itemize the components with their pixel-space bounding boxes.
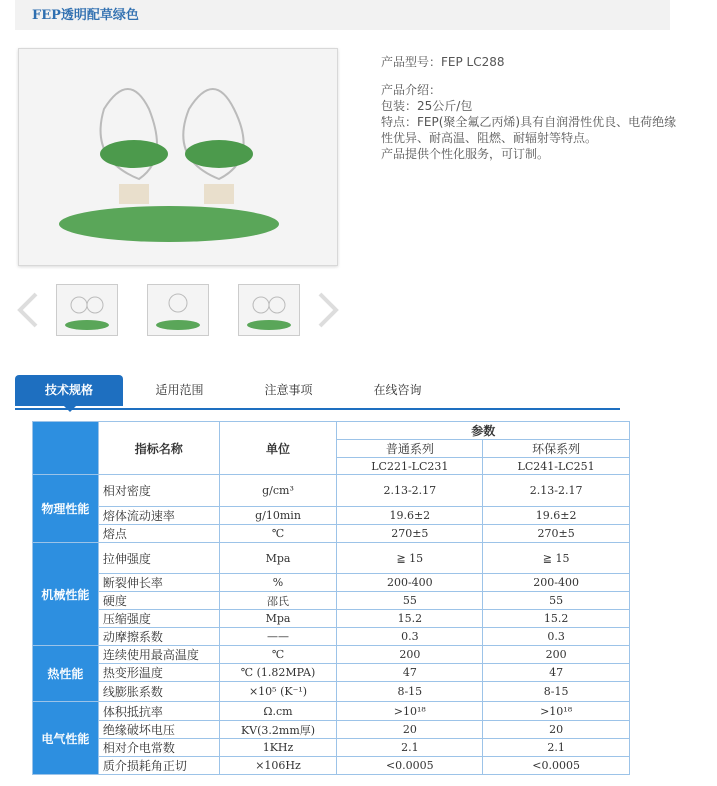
row-value-eco: 270±5 bbox=[483, 525, 630, 543]
row-value-normal: 47 bbox=[337, 664, 483, 682]
table-row bbox=[33, 592, 630, 610]
row-value-normal: ≧ 15 bbox=[337, 543, 483, 574]
row-value-eco: ≧ 15 bbox=[483, 543, 630, 574]
table-row bbox=[33, 574, 630, 592]
row-name: 相对介电常数 bbox=[98, 739, 219, 757]
table-row bbox=[33, 610, 630, 628]
row-unit: g/10min bbox=[219, 507, 337, 525]
table-row bbox=[33, 757, 630, 775]
category-cell: 物理性能 bbox=[33, 475, 99, 543]
row-name: 绝缘破坏电压 bbox=[98, 721, 219, 739]
row-unit: ℃ (1.82MPA) bbox=[219, 664, 337, 682]
product-intro-label: 产品介绍： bbox=[381, 83, 442, 97]
row-value-eco: <0.0005 bbox=[483, 757, 630, 775]
row-name: 热变形温度 bbox=[98, 664, 219, 682]
header-normal: 普通系列 bbox=[337, 440, 483, 458]
row-name: 线膨胀系数 bbox=[98, 682, 219, 702]
page-title: FEP透明配草绿色 bbox=[32, 8, 139, 23]
row-value-normal: 8-15 bbox=[337, 682, 483, 702]
row-value-normal: 19.6±2 bbox=[337, 507, 483, 525]
row-value-normal: 270±5 bbox=[337, 525, 483, 543]
row-unit: ℃ bbox=[219, 646, 337, 664]
chevron-right-icon[interactable] bbox=[312, 290, 342, 330]
row-unit: 邵氏 bbox=[219, 592, 337, 610]
header-params: 参数 bbox=[337, 422, 630, 440]
tab-specs[interactable]: 技术规格 bbox=[15, 375, 123, 406]
row-unit: % bbox=[219, 574, 337, 592]
header-normal-code: LC221-LC231 bbox=[337, 458, 483, 475]
row-value-eco: 55 bbox=[483, 592, 630, 610]
header-eco: 环保系列 bbox=[483, 440, 630, 458]
tab-bar bbox=[15, 375, 620, 410]
product-service: 产品提供个性化服务，可订制。 bbox=[381, 147, 550, 161]
row-value-normal: 2.13-2.17 bbox=[337, 475, 483, 507]
thumbnail-2[interactable] bbox=[147, 284, 209, 336]
row-value-eco: 20 bbox=[483, 721, 630, 739]
table-row bbox=[33, 507, 630, 525]
spec-table bbox=[32, 421, 630, 775]
tab-active-caret bbox=[64, 406, 76, 412]
row-value-eco: 200 bbox=[483, 646, 630, 664]
table-row bbox=[33, 682, 630, 702]
row-value-normal: 200 bbox=[337, 646, 483, 664]
row-value-eco: 0.3 bbox=[483, 628, 630, 646]
row-value-eco: 15.2 bbox=[483, 610, 630, 628]
row-value-eco: 2.1 bbox=[483, 739, 630, 757]
row-value-normal: <0.0005 bbox=[337, 757, 483, 775]
header-name: 指标名称 bbox=[98, 422, 219, 475]
row-name: 硬度 bbox=[98, 592, 219, 610]
row-value-eco: 200-400 bbox=[483, 574, 630, 592]
row-unit: Mpa bbox=[219, 610, 337, 628]
table-row bbox=[33, 702, 630, 721]
row-name: 动摩擦系数 bbox=[98, 628, 219, 646]
product-info bbox=[381, 54, 681, 162]
table-row bbox=[33, 721, 630, 739]
row-name: 熔体流动速率 bbox=[98, 507, 219, 525]
header-unit: 单位 bbox=[219, 422, 337, 475]
row-value-normal: 200-400 bbox=[337, 574, 483, 592]
category-cell: 热性能 bbox=[33, 646, 99, 702]
row-unit: ×10⁵ (K⁻¹) bbox=[219, 682, 337, 702]
row-value-eco: 2.13-2.17 bbox=[483, 475, 630, 507]
row-unit: 1KHz bbox=[219, 739, 337, 757]
thumbnail-gallery bbox=[14, 284, 344, 338]
row-name: 质介损耗角正切 bbox=[98, 757, 219, 775]
table-corner bbox=[33, 422, 99, 475]
row-value-eco: 47 bbox=[483, 664, 630, 682]
row-name: 连续使用最高温度 bbox=[98, 646, 219, 664]
table-row bbox=[33, 739, 630, 757]
thumbnail-1[interactable] bbox=[56, 284, 118, 336]
row-value-normal: 15.2 bbox=[337, 610, 483, 628]
page-header bbox=[15, 0, 670, 30]
chevron-left-icon[interactable] bbox=[14, 290, 44, 330]
row-value-normal: >10¹⁸ bbox=[337, 702, 483, 721]
row-value-normal: 2.1 bbox=[337, 739, 483, 757]
tab-consult[interactable]: 在线咨询 bbox=[373, 383, 422, 397]
row-value-eco: 8-15 bbox=[483, 682, 630, 702]
row-value-normal: 20 bbox=[337, 721, 483, 739]
row-name: 熔点 bbox=[98, 525, 219, 543]
category-cell: 机械性能 bbox=[33, 543, 99, 646]
category-cell: 电气性能 bbox=[33, 702, 99, 775]
row-name: 体积抵抗率 bbox=[98, 702, 219, 721]
table-row bbox=[33, 664, 630, 682]
row-unit: Mpa bbox=[219, 543, 337, 574]
row-value-normal: 0.3 bbox=[337, 628, 483, 646]
thumbnail-3[interactable] bbox=[238, 284, 300, 336]
table-row bbox=[33, 543, 630, 574]
product-main-image[interactable] bbox=[18, 48, 338, 266]
row-name: 相对密度 bbox=[98, 475, 219, 507]
product-packaging: 包装：25公斤/包 bbox=[381, 99, 473, 113]
product-model: 产品型号：FEP LC288 bbox=[381, 55, 505, 69]
tab-notes[interactable]: 注意事项 bbox=[264, 383, 313, 397]
table-row bbox=[33, 475, 630, 507]
row-name: 压缩强度 bbox=[98, 610, 219, 628]
table-row bbox=[33, 525, 630, 543]
row-unit: KV(3.2mm厚) bbox=[219, 721, 337, 739]
row-unit: —— bbox=[219, 628, 337, 646]
tab-applications[interactable]: 适用范围 bbox=[155, 383, 204, 397]
row-name: 拉伸强度 bbox=[98, 543, 219, 574]
row-value-eco: 19.6±2 bbox=[483, 507, 630, 525]
row-unit: Ω.cm bbox=[219, 702, 337, 721]
table-row bbox=[33, 628, 630, 646]
row-unit: ×106Hz bbox=[219, 757, 337, 775]
row-unit: ℃ bbox=[219, 525, 337, 543]
product-features: 特点：FEP(聚全氟乙丙烯)具有自润滑性优良、电荷绝缘性优异、耐高温、阻燃、耐辐射等特点。 bbox=[381, 115, 677, 145]
row-unit: g/cm³ bbox=[219, 475, 337, 507]
table-row bbox=[33, 646, 630, 664]
row-name: 断裂伸长率 bbox=[98, 574, 219, 592]
row-value-normal: 55 bbox=[337, 592, 483, 610]
header-eco-code: LC241-LC251 bbox=[483, 458, 630, 475]
row-value-eco: >10¹⁸ bbox=[483, 702, 630, 721]
